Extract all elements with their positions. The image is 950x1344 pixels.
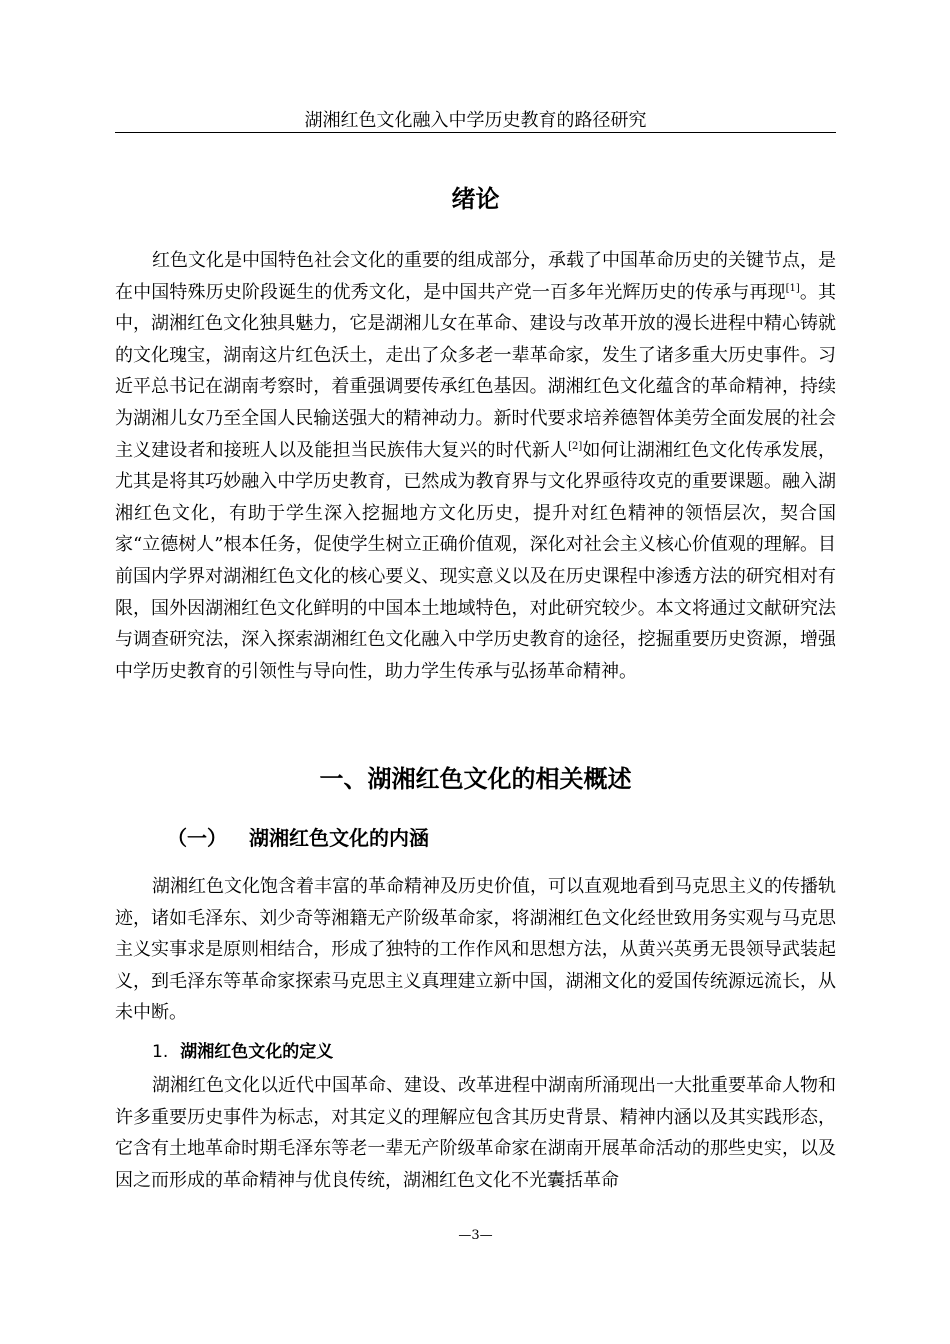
page-number: —3— bbox=[458, 1228, 493, 1243]
intro-text-part-b: 。其中，湖湘红色文化独具魅力，它是湖湘儿女在革命、建设与改革开放的漫长进程中精心铸就的文化瑰宝，湖南这片红色沃土，走出了众多老一辈革命家，发生了诸多重大历史事件。习近平总书记在湖南考察时，着重强调要传承红色基因。湖湘红色文化蕴含的革命精神，持续为湖湘儿女乃至全国人民输送强大的精神动力。新时代要求培养德智体美劳全面发展的社会主义建设者和接班人以及能担当民族伟大复兴的时代新人 bbox=[115, 281, 836, 461]
subsection-number: 1. bbox=[152, 1042, 169, 1062]
header-rule bbox=[115, 132, 836, 133]
chapter-heading: 一、湖湘红色文化的相关概述 bbox=[319, 765, 632, 793]
subsection-title: 湖湘红色文化的定义 bbox=[180, 1042, 334, 1062]
section-title: 湖湘红色文化的内涵 bbox=[249, 826, 429, 850]
intro-text-part-a: 红色文化是中国特色社会文化的重要的组成部分，承载了中国革命历史的关键节点，是在中国特殊历史阶段诞生的优秀文化，是中国共产党一百多年光辉历史的传承与再现 bbox=[115, 250, 836, 303]
intro-text-part-c: 如何让湖湘红色文化传承发展，尤其是将其巧妙融入中学历史教育，已然成为教育界与文化界亟待攻克的重要课题。融入湖湘红色文化，有助于学生深入挖掘地方文化历史，提升对红色精神的领悟层次，契合国家“立德树人”根本任务，促使学生树立正确价值观，深化对社会主义核心价值观的理解。目前国内学界对湖湘红色文化的核心要义、现实意义以及在历史课程中渗透方法的研究相对有限，国外因湖湘红色文化鲜明的中国本土地域特色，对此研究较少。本文将通过文献研究法与调查研究法，深入探索湖湘红色文化融入中学历史教育的途径，挖掘重要历史资源，增强中学历史教育的引领性与导向性，助力学生传承与弘扬革命精神。 bbox=[115, 439, 836, 682]
subsection-paragraph: 湖湘红色文化以近代中国革命、建设、改革进程中湖南所涌现出一大批重要革命人物和许多重要历史事件为标志，对其定义的理解应包含其历史背景、精神内涵以及其实践形态，它含有土地革命时期毛泽东等老一辈无产阶级革命家在湖南开展革命活动的那些史实，以及因之而形成的革命精神与优良传统，湖湘红色文化不光囊括革命 bbox=[115, 1075, 836, 1191]
section-heading bbox=[167, 824, 429, 852]
section-paragraph: 湖湘红色文化饱含着丰富的革命精神及历史价值，可以直观地看到马克思主义的传播轨迹，诸如毛泽东、刘少奇等湘籍无产阶级革命家，将湖湘红色文化经世致用务实观与马克思主义实事求是原则相结合，形成了独特的工作作风和思想方法，从黄兴英勇无畏领导武装起义，到毛泽东等革命家探索马克思主义真理建立新中国，湖湘文化的爱国传统源远流长，从未中断。 bbox=[115, 876, 836, 1024]
citation-1[interactable]: [1] bbox=[785, 282, 800, 294]
section-number: （一） bbox=[167, 826, 227, 850]
intro-paragraph bbox=[115, 245, 836, 687]
subsection-heading bbox=[152, 1040, 333, 1064]
citation-2[interactable]: [2] bbox=[568, 440, 583, 452]
intro-title: 绪论 bbox=[451, 185, 500, 213]
running-header: 湖湘红色文化融入中学历史教育的路径研究 bbox=[304, 110, 647, 131]
